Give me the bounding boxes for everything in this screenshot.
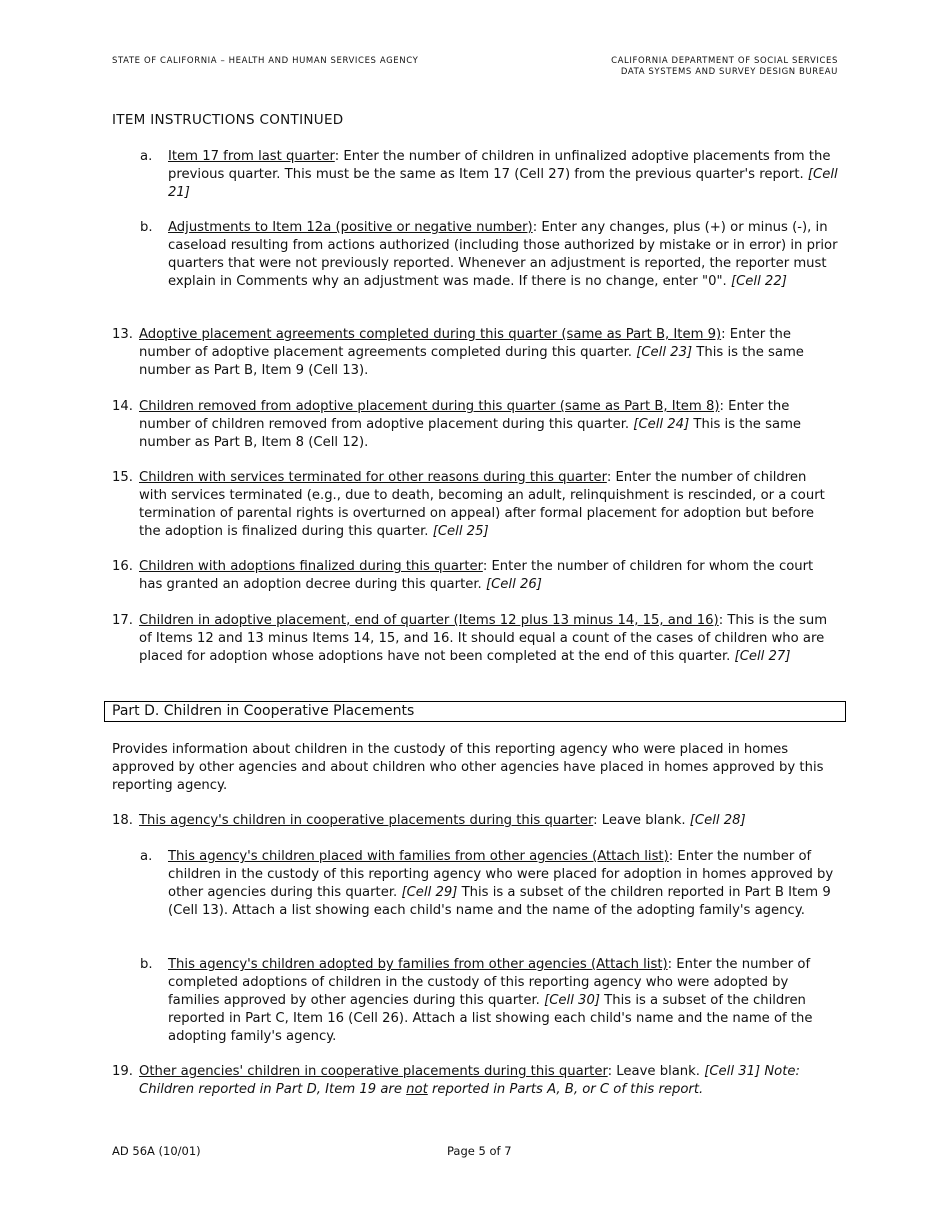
item-title: This agency's children in cooperative placements during this quarter [139, 813, 594, 828]
item-tail: This is the same number as Part B, Item 9 (Cell 13). [139, 345, 804, 378]
item-title: Item 17 from last quarter [168, 149, 335, 164]
item-number: 15. [112, 470, 133, 485]
item-title: Children with services terminated for other reasons during this quarter [139, 470, 607, 485]
item-text: : Enter the number of children with services terminated (e.g., due to death, becoming an adult, relinquishment is rescinded, or a court termination of parental rights is overturned on appeal) after formal placement for adoption but before the adoption is finalized during this quarter. [139, 470, 825, 539]
item-number: 19. [112, 1064, 133, 1079]
item-number: 17. [112, 613, 133, 628]
instruction-14 [112, 398, 837, 452]
note-text-end: reported in Parts A, B, or C of this report. [427, 1082, 704, 1097]
item-label: a. [140, 849, 153, 864]
item-title: Other agencies' children in cooperative placements during this quarter [139, 1064, 608, 1079]
item-title: This agency's children adopted by families from other agencies (Attach list) [168, 957, 668, 972]
cell-reference: [Cell 23] [636, 345, 693, 360]
item-content [168, 956, 840, 1046]
note-emphasis: not [406, 1082, 428, 1097]
instruction-12b [140, 219, 840, 291]
instruction-15 [112, 469, 837, 541]
form-number: AD 56A (10/01) [112, 1144, 201, 1158]
instruction-17 [112, 612, 837, 666]
item-content [168, 848, 840, 920]
item-number: 18. [112, 813, 133, 828]
item-label: b. [140, 220, 153, 235]
item-content [139, 1063, 837, 1099]
cell-reference: [Cell 30] [544, 993, 600, 1008]
cell-reference: [Cell 29] [401, 885, 458, 900]
part-d-title: Part D. Children in Cooperative Placements [112, 703, 415, 719]
item-tail: This is a subset of the children reported in Part B Item 9 (Cell 13). Attach a list showing each child's name and the name of the adopting family's agency. [168, 885, 831, 918]
item-content [139, 326, 837, 380]
department-header-line2: DATA SYSTEMS AND SURVEY DESIGN BUREAU [620, 67, 838, 77]
item-text: : Enter the number of children removed from adoptive placement during this quarter. [139, 399, 790, 432]
cell-reference: [Cell 26] [485, 577, 542, 592]
item-content [139, 812, 837, 830]
item-title: Children in adoptive placement, end of quarter (Items 12 plus 13 minus 14, 15, and 16) [139, 613, 719, 628]
cell-reference: [Cell 25] [432, 524, 489, 539]
cell-reference: [Cell 24] [633, 417, 690, 432]
item-content [139, 558, 837, 594]
cell-reference: [Cell 28] [689, 813, 746, 828]
note-text: Note: Children reported in Part D, Item 19 are [139, 1064, 800, 1097]
instruction-18b [140, 956, 840, 1046]
item-text: : Leave blank. [593, 813, 690, 828]
item-content [139, 612, 837, 666]
item-content [139, 469, 837, 541]
item-title: Adoptive placement agreements completed during this quarter (same as Part B, Item 9) [139, 327, 722, 342]
item-text: : This is the sum of Items 12 and 13 minus Items 14, 15, and 16. It should equal a count of the cases of children who are placed for adoption whose adoptions have not been completed at the end of this quarter. [139, 613, 828, 664]
item-tail: This is the same number as Part B, Item 8 (Cell 12). [139, 417, 802, 450]
item-text: : Leave blank. [607, 1064, 705, 1079]
item-label: a. [140, 149, 153, 164]
item-number: 14. [112, 399, 133, 414]
page-number: Page 5 of 7 [447, 1144, 512, 1158]
item-text: : Enter any changes, plus (+) or minus (-), in caseload resulting from actions authorized (including those authorized by mistake or in error) in prior quarters that were not previously reported. Whenever an adjustment is reported, the reporter must explain in Comments why an adjustment was made. If there is no change, enter "0". [168, 220, 838, 289]
item-text: : Enter the number of completed adoptions of children in the custody of this reporting agency who were adopted by families approved by other agencies during this quarter. [168, 957, 811, 1008]
instruction-18 [112, 812, 837, 830]
cell-reference: [Cell 21] [168, 167, 838, 200]
item-content [139, 398, 837, 452]
instruction-13 [112, 326, 837, 380]
section-title: ITEM INSTRUCTIONS CONTINUED [112, 112, 344, 128]
item-title: Children removed from adoptive placement during this quarter (same as Part B, Item 8) [139, 399, 720, 414]
item-text: : Enter the number of children in the custody of this reporting agency who were placed for adoption in homes approved by other agencies during this quarter. [168, 849, 834, 900]
item-title: Adjustments to Item 12a (positive or negative number) [168, 220, 533, 235]
cell-reference: [Cell 22] [730, 274, 787, 289]
agency-header: STATE OF CALIFORNIA – HEALTH AND HUMAN SERVICES AGENCY [112, 56, 419, 66]
item-title: This agency's children placed with families from other agencies (Attach list) [168, 849, 669, 864]
item-content [168, 148, 840, 202]
instruction-18a [140, 848, 840, 920]
item-tail: This is a subset of the children reported in Part C, Item 16 (Cell 26). Attach a list showing each child's name and the name of the adopting family's agency. [168, 993, 813, 1044]
item-content [168, 219, 840, 291]
item-text: : Enter the number of adoptive placement agreements completed during this quarter. [139, 327, 792, 360]
part-d-intro: Provides information about children in the custody of this reporting agency who were placed in homes approved by other agencies and about children who other agencies have placed in homes approved by this reporting agency. [112, 742, 824, 793]
item-number: 16. [112, 559, 133, 574]
cell-reference: [Cell 31] [704, 1064, 761, 1079]
cell-reference: [Cell 27] [734, 649, 791, 664]
item-number: 13. [112, 327, 133, 342]
instruction-19 [112, 1063, 837, 1099]
instruction-16 [112, 558, 837, 594]
item-label: b. [140, 957, 153, 972]
item-text: : Enter the number of children for whom the court has granted an adoption decree during this quarter. [139, 559, 814, 592]
department-header [611, 56, 838, 78]
part-d-header [104, 701, 846, 722]
instruction-12a [140, 148, 840, 202]
item-title: Children with adoptions finalized during this quarter [139, 559, 483, 574]
department-header-line1: CALIFORNIA DEPARTMENT OF SOCIAL SERVICES [611, 56, 838, 66]
item-text: : Enter the number of children in unfinalized adoptive placements from the previous quarter. This must be the same as Item 17 (Cell 27) from the previous quarter's report. [168, 149, 831, 182]
